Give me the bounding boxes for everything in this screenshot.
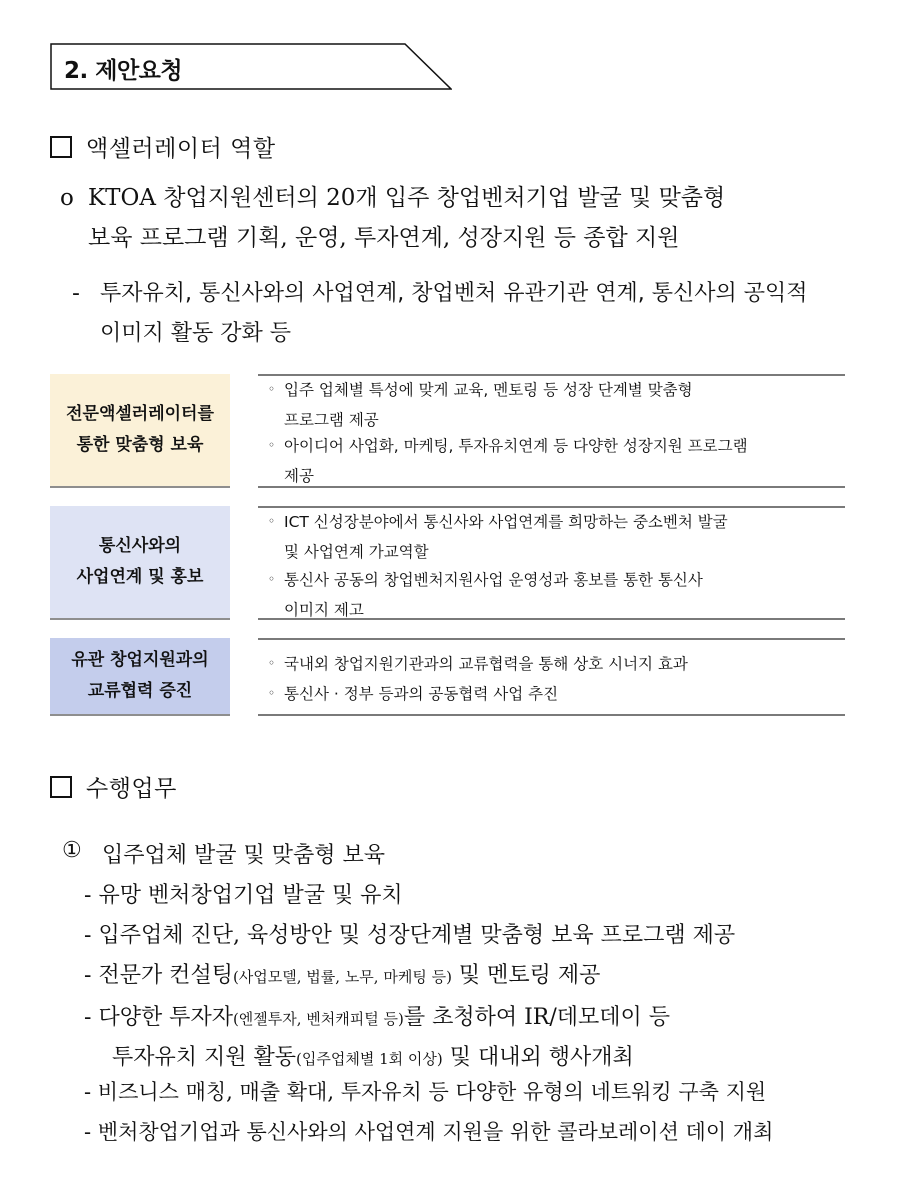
role-item-text: 아이디어 사업화, 마케팅, 투자유치연계 등 다양한 성장지원 프로그램 — [284, 437, 748, 455]
role-content — [258, 506, 845, 620]
role-item-text: 통신사 공동의 창업벤처지원사업 운영성과 홍보를 통한 통신사 — [284, 571, 703, 589]
tasks-heading: 수행업무 — [86, 776, 177, 802]
section-title: 2. 제안요청 — [64, 58, 183, 84]
section-tab — [50, 43, 452, 90]
role-item — [268, 564, 837, 625]
task-bullet-text: 입주업체 진단, 육성방안 및 성장단계별 맞춤형 보육 프로그램 제공 — [98, 923, 736, 948]
role-item-text: 및 사업연계 가교역할 — [284, 543, 429, 561]
bullet-ring-icon: ◦ — [268, 656, 276, 670]
role-label — [50, 374, 230, 488]
role-item — [268, 678, 837, 709]
role-item — [268, 506, 837, 567]
role-heading-row — [50, 130, 276, 163]
intro-marker: o — [60, 185, 74, 211]
bullet-ring-icon: ◦ — [268, 382, 276, 396]
intro-line-2: 보육 프로그램 기획, 운영, 투자연계, 성장지원 등 종합 지원 — [88, 225, 680, 251]
role-label-line: 사업연계 및 홍보 — [76, 567, 204, 587]
role-heading: 액셀러레이터 역할 — [86, 136, 276, 162]
role-content — [258, 638, 845, 716]
task-bullet-text: 를 초청하여 IR/데모데이 등 — [403, 1005, 671, 1030]
task-bullet: - 비즈니스 매칭, 매출 확대, 투자유치 등 다양한 유형의 네트워킹 구축 지원 — [84, 1080, 767, 1104]
role-label-line: 교류협력 증진 — [87, 681, 193, 701]
sub-intro-line-1: 투자유치, 통신사와의 사업연계, 창업벤처 유관기관 연계, 통신사의 공익적 — [100, 281, 808, 306]
bullet-ring-icon: ◦ — [268, 514, 276, 528]
role-item-text: 이미지 제고 — [284, 601, 364, 619]
task-bullet: - 유망 벤처창업기업 발굴 및 유치 — [84, 883, 403, 908]
task-bullet: - 입주업체 진단, 육성방안 및 성장단계별 맞춤형 보육 프로그램 제공 — [84, 923, 736, 948]
role-item-text: 국내외 창업지원기관과의 교류협력을 통해 상호 시너지 효과 — [284, 655, 688, 673]
bullet-ring-icon: ◦ — [268, 572, 276, 586]
task-bullet-text: 벤처창업기업과 통신사와의 사업연계 지원을 위한 콜라보레이션 데이 개최 — [97, 1120, 774, 1144]
tasks-heading-row — [50, 770, 177, 803]
role-label-line: 유관 창업지원과의 — [71, 650, 209, 670]
role-item — [268, 430, 837, 491]
task-bullet-text: 비즈니스 매칭, 매출 확대, 투자유치 등 다양한 유형의 네트워킹 구축 지원 — [97, 1080, 767, 1104]
task-marker: ① — [62, 838, 82, 863]
checkbox-square-icon — [50, 136, 72, 158]
task-bullet-continued — [112, 1040, 634, 1071]
sub-intro-marker: - — [72, 281, 80, 306]
role-item-text: 통신사 · 정부 등과의 공동협력 사업 추진 — [284, 685, 559, 703]
task-bullet-note: (사업모델, 법률, 노무, 마케팅 등) — [232, 968, 452, 986]
role-row — [50, 506, 845, 620]
role-row — [50, 638, 845, 716]
role-item-text: 입주 업체별 특성에 맞게 교육, 멘토링 등 성장 단계별 맞춤형 — [284, 381, 693, 399]
task-bullet: - 벤처창업기업과 통신사와의 사업연계 지원을 위한 콜라보레이션 데이 개최 — [84, 1120, 774, 1144]
role-content — [258, 374, 845, 488]
role-label-line: 전문액셀러레이터를 — [66, 404, 214, 424]
task-title: 입주업체 발굴 및 맞춤형 보육 — [102, 843, 385, 868]
role-label — [50, 638, 230, 716]
task-bullet-note: (입주업체별 1회 이상) — [296, 1050, 443, 1068]
checkbox-square-icon — [50, 776, 72, 798]
task-bullet: - 다양한 투자자(엔젤투자, 벤처캐피털 등)를 초청하여 IR/데모데이 등 — [84, 1005, 671, 1030]
task-bullet-text: 및 멘토링 제공 — [451, 963, 601, 988]
task-bullet-text: 투자유치 지원 활동 — [112, 1045, 297, 1070]
role-item-text: 제공 — [284, 467, 314, 485]
role-item — [268, 648, 837, 679]
task-bullet-text: 다양한 투자자 — [98, 1005, 233, 1030]
task-bullet-text: 전문가 컨설팅 — [98, 963, 233, 988]
bullet-ring-icon: ◦ — [268, 438, 276, 452]
task-bullet-note: (엔젤투자, 벤처캐피털 등) — [232, 1010, 404, 1028]
intro-line-1: KTOA 창업지원센터의 20개 입주 창업벤처기업 발굴 및 맞춤형 — [88, 185, 726, 211]
bullet-ring-icon: ◦ — [268, 686, 276, 700]
role-item-text: ICT 신성장분야에서 통신사와 사업연계를 희망하는 중소벤처 발굴 — [284, 513, 728, 531]
role-label-line: 통신사와의 — [98, 536, 182, 556]
task-bullet: - 전문가 컨설팅(사업모델, 법률, 노무, 마케팅 등) 및 멘토링 제공 — [84, 963, 601, 988]
role-label — [50, 506, 230, 620]
task-bullet-text: 유망 벤처창업기업 발굴 및 유치 — [98, 883, 403, 908]
role-item — [268, 374, 837, 435]
role-label-line: 통한 맞춤형 보육 — [76, 435, 204, 455]
sub-intro-line-2: 이미지 활동 강화 등 — [100, 321, 291, 346]
task-bullet-text: 및 대내외 행사개최 — [442, 1045, 634, 1070]
role-row — [50, 374, 845, 488]
role-item-text: 프로그램 제공 — [284, 411, 379, 429]
